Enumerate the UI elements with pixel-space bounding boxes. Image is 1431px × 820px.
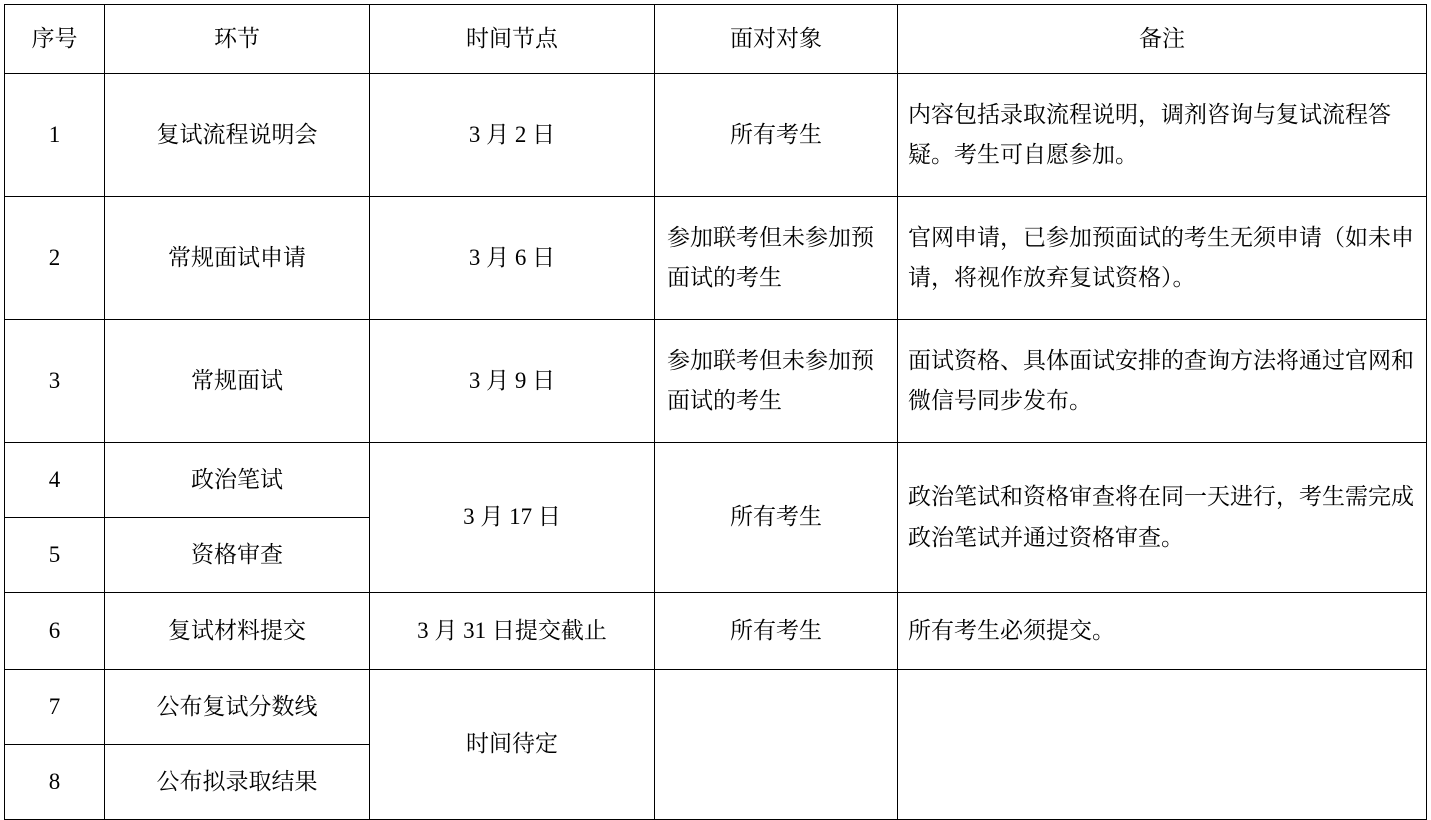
cell-audience: 参加联考但未参加预面试的考生 [655,320,898,443]
table-header-row [5,5,1427,74]
table-row [5,197,1427,320]
table-row [5,74,1427,197]
cell-no: 2 [5,197,105,320]
cell-stage: 复试流程说明会 [105,74,370,197]
cell-stage: 政治笔试 [105,443,370,518]
table-body [5,74,1427,820]
document-page [0,4,1431,794]
cell-note: 所有考生必须提交。 [898,593,1427,670]
cell-time: 时间待定 [370,670,655,820]
cell-note: 面试资格、具体面试安排的查询方法将通过官网和微信号同步发布。 [898,320,1427,443]
cell-note: 官网申请，已参加预面试的考生无须申请（如未申请，将视作放弃复试资格）。 [898,197,1427,320]
cell-stage: 资格审查 [105,518,370,593]
cell-audience [655,670,898,820]
cell-stage: 复试材料提交 [105,593,370,670]
cell-audience: 参加联考但未参加预面试的考生 [655,197,898,320]
table-header [5,5,1427,74]
cell-no: 3 [5,320,105,443]
cell-time: 3 月 17 日 [370,443,655,593]
cell-no: 7 [5,670,105,745]
table-row [5,670,1427,745]
table-row [5,593,1427,670]
cell-audience: 所有考生 [655,593,898,670]
cell-note: 政治笔试和资格审查将在同一天进行，考生需完成政治笔试并通过资格审查。 [898,443,1427,593]
cell-time: 3 月 31 日提交截止 [370,593,655,670]
column-header-no: 序号 [5,5,105,74]
column-header-time: 时间节点 [370,5,655,74]
cell-no: 8 [5,745,105,820]
cell-audience: 所有考生 [655,74,898,197]
cell-no: 1 [5,74,105,197]
table-row [5,443,1427,518]
cell-stage: 公布复试分数线 [105,670,370,745]
column-header-note: 备注 [898,5,1427,74]
table-row [5,320,1427,443]
cell-time: 3 月 6 日 [370,197,655,320]
cell-note: 内容包括录取流程说明，调剂咨询与复试流程答疑。考生可自愿参加。 [898,74,1427,197]
cell-stage: 常规面试申请 [105,197,370,320]
cell-audience: 所有考生 [655,443,898,593]
cell-no: 4 [5,443,105,518]
cell-no: 5 [5,518,105,593]
cell-no: 6 [5,593,105,670]
column-header-stage: 环节 [105,5,370,74]
cell-stage: 常规面试 [105,320,370,443]
schedule-table [4,4,1427,820]
cell-time: 3 月 2 日 [370,74,655,197]
column-header-audience: 面对对象 [655,5,898,74]
cell-note [898,670,1427,820]
cell-stage: 公布拟录取结果 [105,745,370,820]
cell-time: 3 月 9 日 [370,320,655,443]
